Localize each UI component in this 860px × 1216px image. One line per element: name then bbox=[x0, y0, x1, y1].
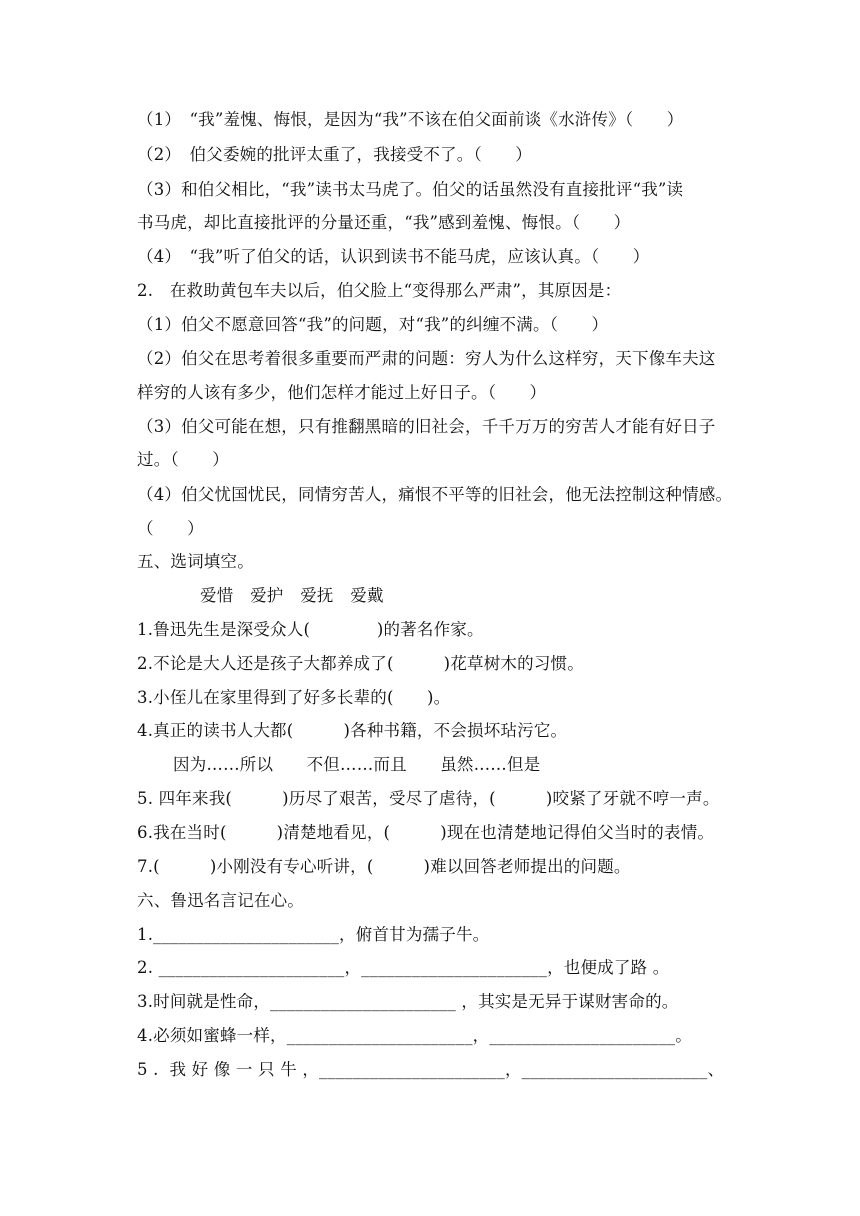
fill-item-2: 2.不论是大人还是孩子大都养成了( )花草树木的习惯。 bbox=[137, 654, 584, 673]
q2-option-1: （1）伯父不愿意回答“我”的问题，对“我”的纠缠不满。（ ） bbox=[137, 315, 609, 334]
quote-item-3: 3.时间就是性命，______________________ ，其实是无异于谋财害命的。 bbox=[137, 992, 679, 1011]
word-bank-2: 因为……所以 不但……而且 虽然……但是 bbox=[173, 755, 541, 774]
section6-heading: 六、鲁迅名言记在心。 bbox=[137, 891, 304, 910]
q2-option-4-line2: （ ） bbox=[137, 519, 204, 538]
q2-option-3-line2: 过。（ ） bbox=[137, 450, 229, 469]
quote-item-2: 2. ______________________，______________________，也便成了路 。 bbox=[137, 958, 670, 977]
q2-option-4-line1: （4）伯父忧国忧民，同情穷苦人，痛恨不平等的旧社会，他无法控制这种情感。 bbox=[137, 485, 733, 504]
fill-item-4: 4.真正的读书人大都( )各种书籍，不会损坏玷污它。 bbox=[137, 721, 568, 740]
fill-item-6: 6.我在当时( )清楚地看见，( )现在也清楚地记得伯父当时的表情。 bbox=[137, 823, 715, 842]
q2-option-2-line1: （2）伯父在思考着很多重要而严肃的问题：穷人为什么这样穷，天下像车夫这 bbox=[137, 349, 716, 368]
fill-item-1: 1.鲁迅先生是深受众人( )的著名作家。 bbox=[137, 620, 484, 639]
word-bank-1: 爱惜 爱护 爱抚 爱戴 bbox=[200, 586, 384, 605]
q1-option-3-line2: 书马虎，却比直接批评的分量还重，“我”感到羞愧、悔恨。（ ） bbox=[137, 213, 631, 232]
section5-heading: 五、选词填空。 bbox=[137, 552, 254, 571]
fill-item-5: 5. 四年来我( )历尽了艰苦，受尽了虐待，( )咬紧了牙就不哼一声。 bbox=[137, 789, 720, 808]
q1-option-2: （2） 伯父委婉的批评太重了，我接受不了。（ ） bbox=[137, 145, 532, 164]
quote-item-1: 1.______________________，俯首甘为孺子牛。 bbox=[137, 925, 490, 944]
q1-option-3-line1: （3）和伯父相比，“我”读书太马虎了。伯父的话虽然没有直接批评“我”读 bbox=[137, 180, 684, 199]
q2-option-2-line2: 样穷的人该有多少，他们怎样才能过上好日子。（ ） bbox=[137, 383, 547, 402]
q2-question: 2. 在救助黄包车夫以后，伯父脸上“变得那么严肃”，其原因是： bbox=[137, 281, 622, 300]
fill-item-3: 3.小侄儿在家里得到了好多长辈的( )。 bbox=[137, 688, 451, 707]
quote-item-5: 5 . 我 好 像 一 只 牛 ，______________________，______________________、 bbox=[137, 1060, 725, 1079]
fill-item-7: 7.( )小刚没有专心听讲，( )难以回答老师提出的问题。 bbox=[137, 857, 631, 876]
q2-option-3-line1: （3）伯父可能在想，只有推翻黑暗的旧社会，千千万万的穷苦人才能有好日子 bbox=[137, 417, 716, 436]
quote-item-4: 4.必须如蜜蜂一样，______________________，______________________。 bbox=[137, 1026, 692, 1045]
q1-option-4: （4） “我”听了伯父的话，认识到读书不能马虎，应该认真。（ ） bbox=[137, 247, 650, 266]
q1-option-1: （1） “我”羞愧、悔恨，是因为“我”不该在伯父面前谈《水浒传》（ ） bbox=[137, 110, 684, 129]
